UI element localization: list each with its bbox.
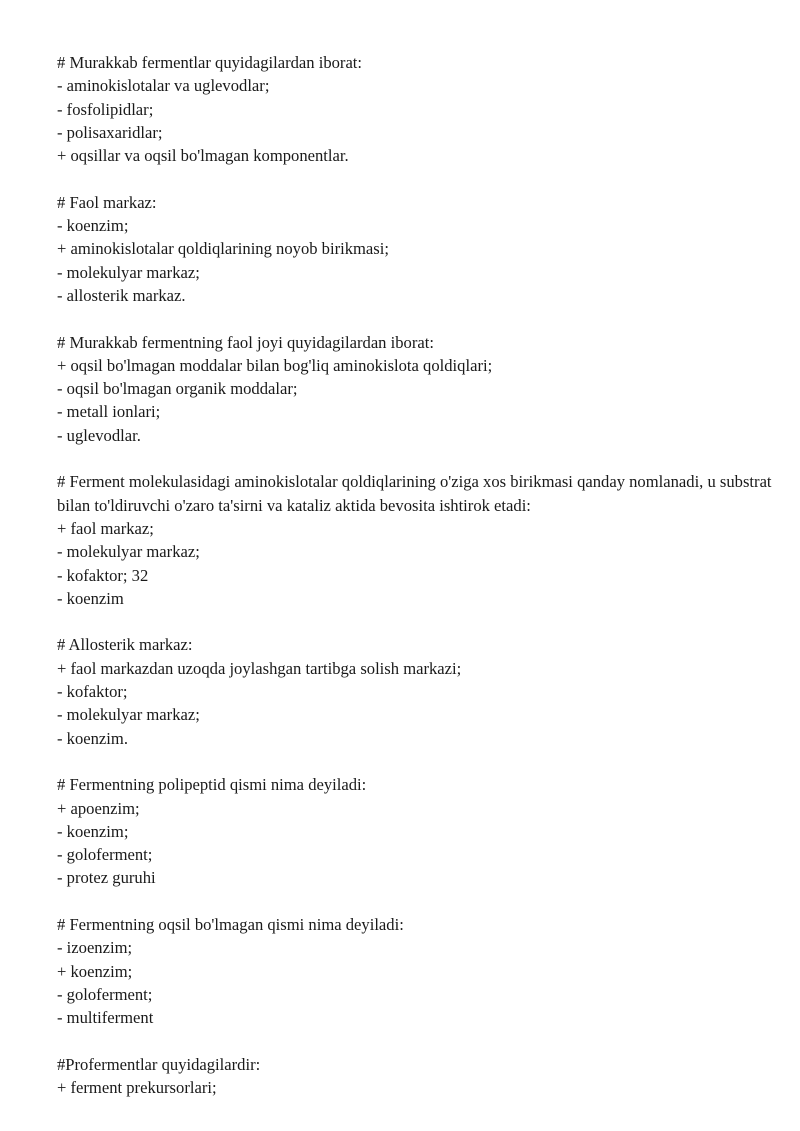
answer-option: - protez guruhi: [57, 868, 156, 888]
answer-option: - koenzim;: [57, 216, 129, 236]
question-text: # Fermentning polipeptid qismi nima deyiladi:: [57, 775, 367, 795]
question-block: [57, 633, 777, 749]
question-text: # Faol markaz:: [57, 192, 157, 212]
answer-option: - kofaktor; 32: [57, 565, 149, 585]
correct-answer-option: + koenzim;: [57, 961, 133, 981]
answer-option: - uglevodlar.: [57, 425, 141, 445]
answer-option: - koenzim.: [57, 728, 128, 748]
answer-option: - molekulyar markaz;: [57, 262, 200, 282]
question-block: [57, 1053, 777, 1100]
correct-answer-option: + faol markaz;: [57, 518, 154, 538]
answer-option: - goloferment;: [57, 984, 153, 1004]
answer-option: - goloferment;: [57, 845, 153, 865]
question-text: # Allosterik markaz:: [57, 635, 193, 655]
correct-answer-option: + faol markazdan uzoqda joylashgan tartibga solish markazi;: [57, 658, 462, 678]
answer-option: - kofaktor;: [57, 682, 128, 702]
correct-answer-option: + oqsillar va oqsil bo'lmagan komponentlar.: [57, 146, 349, 166]
question-block: [57, 51, 777, 167]
question-text: # Murakkab fermentlar quyidagilardan iborat:: [57, 53, 363, 72]
answer-option: - allosterik markaz.: [57, 285, 186, 305]
answer-option: - molekulyar markaz;: [57, 542, 200, 562]
correct-answer-option: + aminokislotalar qoldiqlarining noyob birikmasi;: [57, 239, 389, 259]
question-text: # Fermentning oqsil bo'lmagan qismi nima deyiladi:: [57, 914, 404, 934]
answer-option: - molekulyar markaz;: [57, 705, 200, 725]
answer-option: - koenzim: [57, 588, 124, 608]
question-block: [57, 470, 777, 610]
answer-option: - izoenzim;: [57, 938, 133, 958]
question-list: [57, 51, 777, 1123]
question-block: [57, 913, 777, 1029]
question-block: [57, 191, 777, 307]
question-text: # Ferment molekulasidagi aminokislotalar qoldiqlarining o'ziga xos birikmasi qanday nomlanadi, u substrat bilan to'ldiruvchi o'zaro ta'sirni va kataliz aktida bevosita ishtirok etadi:: [57, 472, 776, 515]
correct-answer-option: + ferment prekursorlari;: [57, 1078, 217, 1098]
answer-option: - aminokislotalar va uglevodlar;: [57, 76, 270, 96]
answer-option: - polisaxaridlar;: [57, 122, 163, 142]
answer-option: - multiferment: [57, 1008, 154, 1028]
answer-option: - metall ionlari;: [57, 402, 161, 422]
question-block: [57, 331, 777, 447]
question-block: [57, 773, 777, 889]
correct-answer-option: + apoenzim;: [57, 798, 140, 818]
question-text: # Murakkab fermentning faol joyi quyidagilardan iborat:: [57, 332, 434, 352]
answer-option: - koenzim;: [57, 821, 129, 841]
answer-option: - oqsil bo'lmagan organik moddalar;: [57, 379, 298, 399]
correct-answer-option: + oqsil bo'lmagan moddalar bilan bog'liq aminokislota qoldiqlari;: [57, 355, 493, 375]
answer-option: - fosfolipidlar;: [57, 99, 154, 119]
question-text: #Profermentlar quyidagilardir:: [57, 1054, 261, 1074]
